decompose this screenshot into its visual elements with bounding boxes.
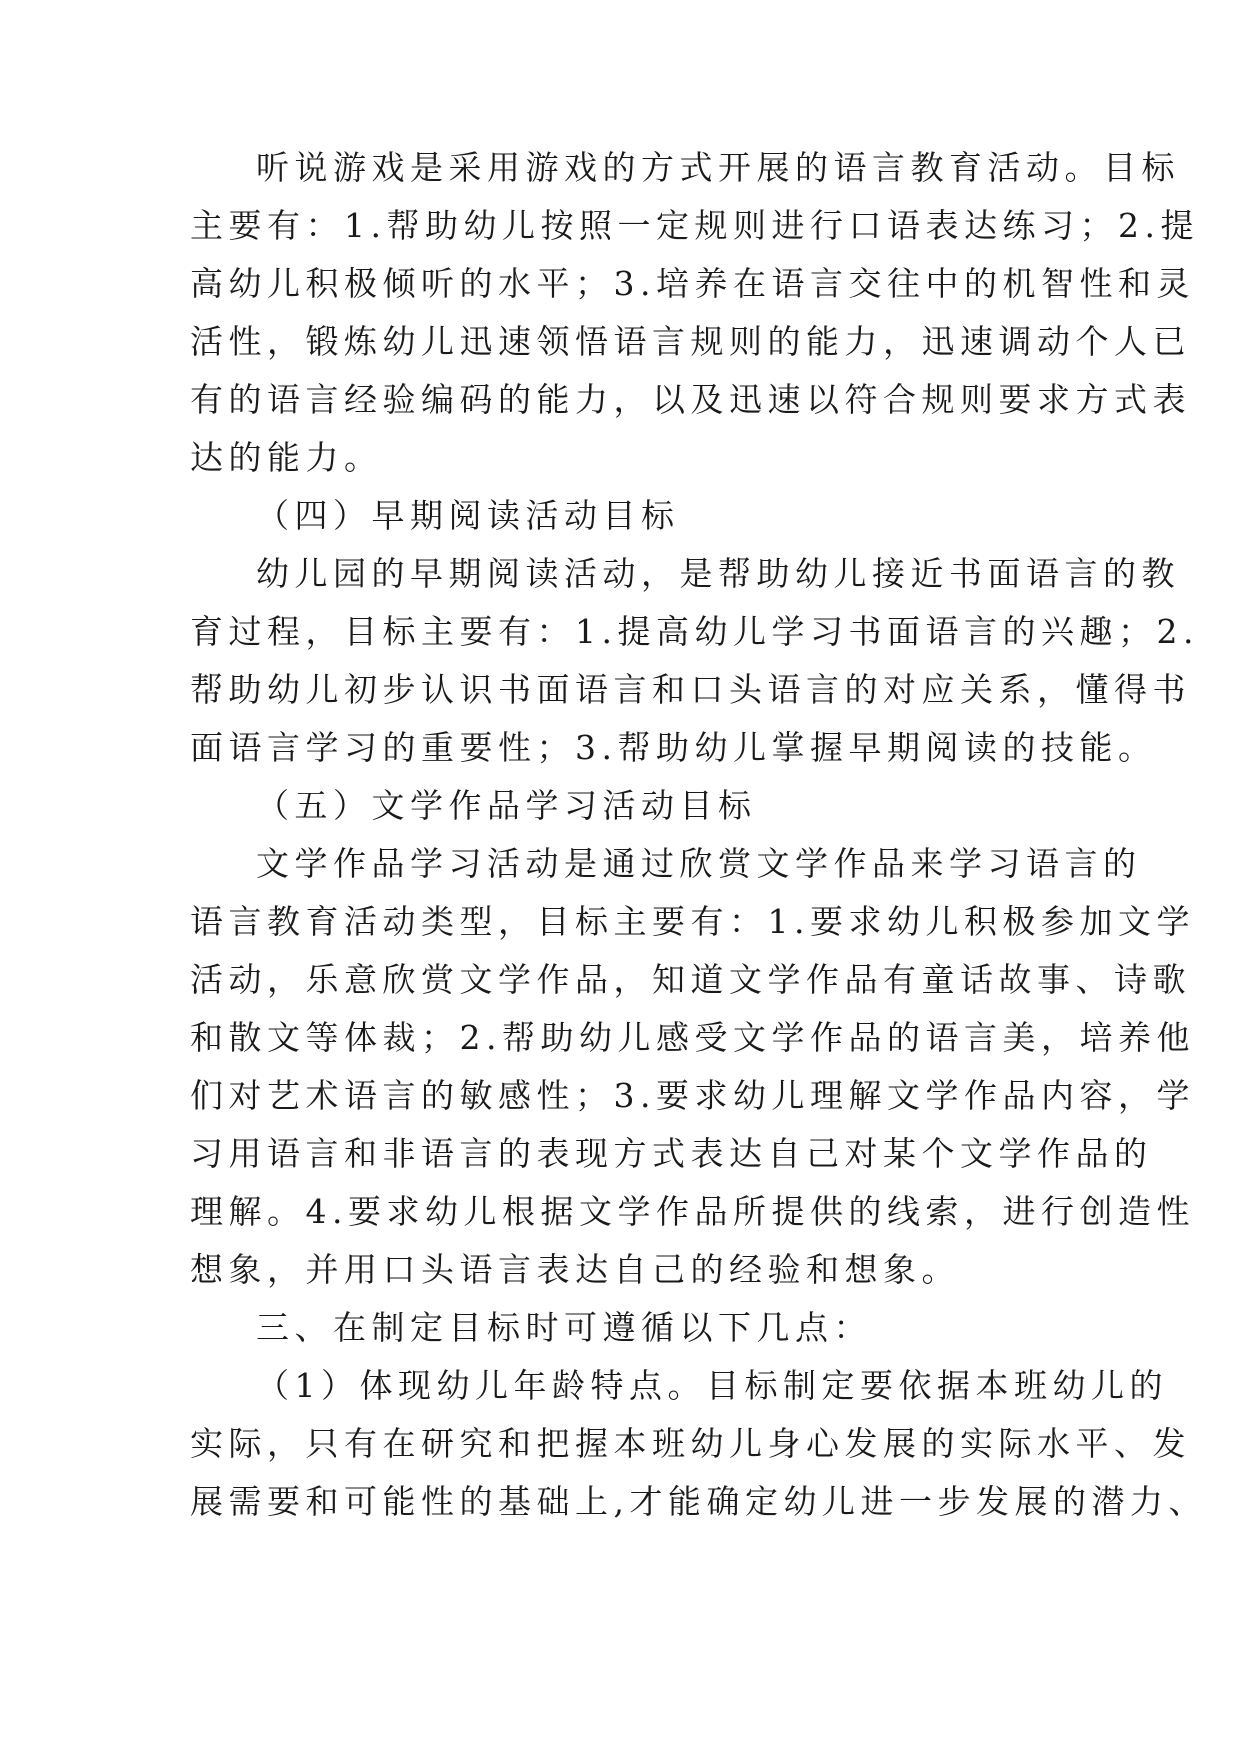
paragraph-line: 文学作品学习活动是通过欣赏文学作品来学习语言的 — [256, 844, 1142, 883]
paragraph-line: 实际，只有在研究和把握本班幼儿身心发展的实际水平、发 — [190, 1424, 1191, 1463]
paragraph-line: 展需要和可能性的基础上,才能确定幼儿进一步发展的潜力、 — [190, 1482, 1207, 1521]
paragraph-line: 育过程，目标主要有：1.提高幼儿学习书面语言的兴趣；2. — [190, 612, 1199, 651]
paragraph-line: 活动，乐意欣赏文学作品，知道文学作品有童话故事、诗歌 — [190, 960, 1191, 999]
paragraph-line: 达的能力。 — [190, 438, 383, 477]
paragraph-line: 们对艺术语言的敏感性；3.要求幼儿理解文学作品内容，学 — [190, 1076, 1195, 1115]
paragraph-line: （1）体现幼儿年龄特点。目标制定要依据本班幼儿的 — [256, 1366, 1168, 1405]
paragraph-line: 有的语言经验编码的能力，以及迅速以符合规则要求方式表 — [190, 380, 1191, 419]
paragraph-line: 帮助幼儿初步认识书面语言和口头语言的对应关系，懂得书 — [190, 670, 1191, 709]
paragraph-line: 主要有：1.帮助幼儿按照一定规则进行口语表达练习；2.提 — [190, 206, 1199, 245]
paragraph-line: 习用语言和非语言的表现方式表达自己对某个文学作品的 — [190, 1134, 1153, 1173]
paragraph-line: 听说游戏是采用游戏的方式开展的语言教育活动。目标 — [256, 148, 1180, 187]
paragraph-line: 幼儿园的早期阅读活动，是帮助幼儿接近书面语言的教 — [256, 554, 1180, 593]
paragraph-line: 语言教育活动类型，目标主要有：1.要求幼儿积极参加文学 — [190, 902, 1195, 941]
section-heading: （五）文学作品学习活动目标 — [256, 786, 757, 825]
paragraph-line: 理解。4.要求幼儿根据文学作品所提供的线索，进行创造性 — [190, 1192, 1195, 1231]
paragraph-line: 面语言学习的重要性；3.帮助幼儿掌握早期阅读的技能。 — [190, 728, 1157, 767]
section-heading: 三、在制定目标时可遵循以下几点： — [256, 1308, 872, 1347]
paragraph-line: 活性，锻炼幼儿迅速领悟语言规则的能力，迅速调动个人已 — [190, 322, 1191, 361]
section-heading: （四）早期阅读活动目标 — [256, 496, 680, 535]
paragraph-line: 和散文等体裁；2.帮助幼儿感受文学作品的语言美，培养他 — [190, 1018, 1195, 1057]
paragraph-line: 高幼儿积极倾听的水平；3.培养在语言交往中的机智性和灵 — [190, 264, 1195, 303]
paragraph-line: 想象，并用口头语言表达自己的经验和想象。 — [190, 1250, 960, 1289]
